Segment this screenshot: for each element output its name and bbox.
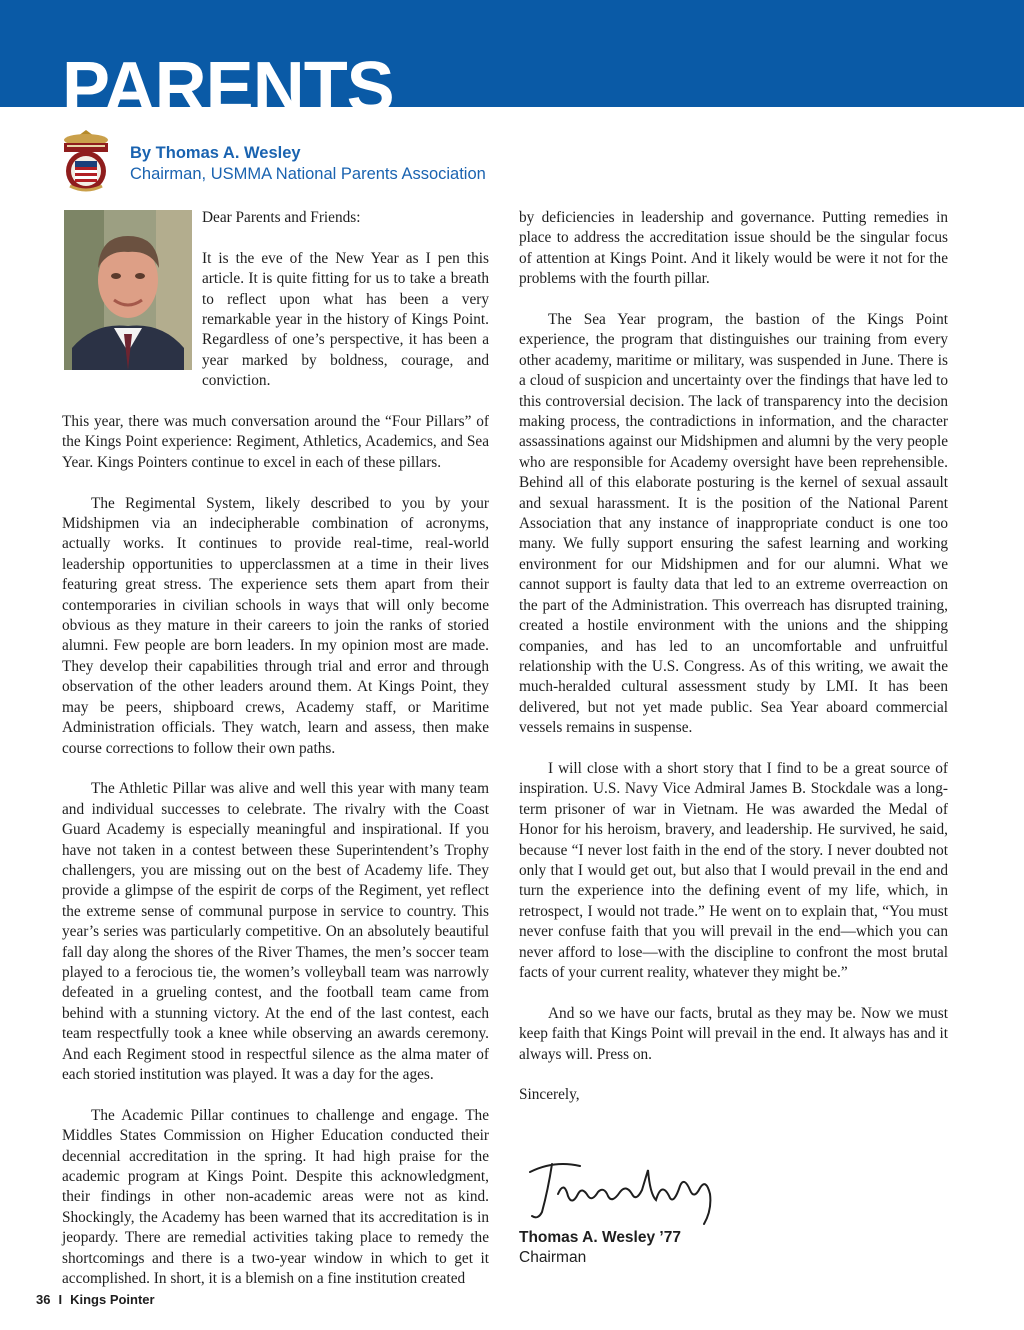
- letter-greeting: Dear Parents and Friends:: [202, 209, 361, 226]
- paragraph: The Regimental System, likely described to you by your Midshipmen via an indecipherable combination of acronyms, actually works. It continues to provide real-time, real-world leadership opportunities to upperclassmen at a time in their lives featuring great stress. The experience sets them apart from their contemporaries in civilian schools in ways that will only become obvious as they mature in their careers to join the ranks of storied alumni. Few people are born leaders. In my opinion most are made. They develop their capabilities through trial and error and through observation of the other leaders around them. At Kings Point, they may be peers, shipboard crews, Academy staff, or Maritime Administration officials. They watch, learn and assess, then make course corrections to follow their own paths.: [62, 494, 489, 757]
- paragraph: The Athletic Pillar was alive and well this year with many team and individual successes to celebrate. The rivalry with the Coast Guard Academy is especially meaningful and inspirational. If you have not taken in a contest between these Superintendent’s Trophy challengers, you are missing out on the best of Academy life. They provide a glimpse of the espirit de corps of the Regiment, yet reflect the extreme sense of communal purpose in service to country. This year’s series was particularly competitive. On an absolutely beautiful fall day along the shores of the River Thames, the men’s soccer team played to a ferocious tie, the women’s volleyball team was narrowly defeated in a grueling contest, and the football team came from behind with a stunning victory. At the end of the last contest, each team respectfully took a knee while observing an awards ceremony. And each Regiment stood in respectful silence as the alma mater of each storied institution was played. It was a day for the ages.: [62, 780, 489, 1083]
- paragraph: I will close with a short story that I find to be a great source of inspiration. U.S. Navy Vice Admiral James B. Stockdale was a long-term prisoner of war in Vietnam. He was awarded the Medal of Honor for his heroism, bravery, and leadership. He survived, he said, because “I never lost faith in the end of the story. I never doubted not only that I would get out, but also that I would prevail in the end and turn the experience into the defining event of my life, which, in retrospect, I would not trade.” He went on to explain that, “You must never confuse faith that you will prevail in the end—which you can never afford to lose—with the discipline to confront the most brutal facts of your current reality, whatever they might be.”: [519, 759, 948, 981]
- byline-role: Chairman, USMMA National Parents Association: [130, 165, 486, 183]
- paragraph: It is the eve of the New Year as I pen this article. It is quite fitting for us to take a breath to reflect upon what has been a very remarkable year in the history of Kings Point. Regardless of one’s perspective, it has been a year marked by boldness, courage, and conviction.: [202, 249, 489, 390]
- footer-separator: I: [58, 1292, 63, 1307]
- photo-gutter: [62, 208, 202, 391]
- letter-closing: Sincerely,: [519, 1086, 580, 1104]
- article-left-column: [62, 208, 489, 1310]
- usmma-seal-icon: [56, 128, 116, 194]
- paragraph: This year, there was much conversation around the “Four Pillars” of the Kings Point experience: Regiment, Athletics, Academics, and Sea Year. Kings Pointers continue to excel in each of these pillars.: [62, 413, 489, 471]
- handwritten-signature: [524, 1150, 724, 1230]
- page-number: 36: [36, 1292, 51, 1307]
- signature-name: Thomas A. Wesley ’77: [519, 1229, 681, 1246]
- section-title: PARENTS: [62, 48, 394, 128]
- publication-name: Kings Pointer: [70, 1292, 155, 1307]
- paragraph: The Sea Year program, the bastion of the Kings Point experience, the program that distinguishes our training from every other academy, maritime or military, was suspended in June. There is a cloud of suspicion and uncertainty over the findings that have led to this controversial decision. The lack of transparency into the decision making process, the contradictions in information, and the character assassinations against our Midshipmen and alumni by the very people who are responsible for Academy oversight have been reprehensible. Behind all of this elaborate posturing is the kernel of sexual assault and sexual harassment. It is the position of the National Parent Association that any instance of inappropriate conduct is one too many. We fully support ensuring the safest learning and working environment for our Midshipmen and for our alumni. What we cannot support is faulty data that led to an extreme overreaction on the part of the Administration. This overreach has disrupted training, created a hostile environment with the unions and the shipping companies, and has led to an uncomfortable and unfruitful relationship with the U.S. Congress. As of this writing, we await the much-heralded cultural assessment study by LMI. It has been delivered, but not yet made public. Sea Year aboard commercial vessels remains in suspense.: [519, 311, 948, 737]
- paragraph: by deficiencies in leadership and governance. Putting remedies in place to address the accreditation issue should be the singular focus of attention at Kings Point. And it likely would be were it not for the problems with the fourth pillar.: [519, 209, 948, 288]
- paragraph: The Academic Pillar continues to challenge and engage. The Middles States Commission on Higher Education conducted their decennial accreditation in the spring. It had high praise for the academic program at Kings Point. Despite this acknowledgment, their findings in other non-academic areas were not as kind. Shockingly, the Academy has been warned that its accreditation is in jeopardy. There are remedial activities taking place to remedy the shortcomings and there is a two-year window in which to get it accomplished. In short, it is a blemish on a fine institution created: [62, 1106, 489, 1288]
- article-right-column: [519, 208, 948, 1126]
- signature-title: Chairman: [519, 1249, 587, 1266]
- page-footer: [36, 1292, 155, 1308]
- byline-author: By Thomas A. Wesley: [130, 144, 301, 162]
- paragraph: And so we have our facts, brutal as they may be. Now we must keep faith that Kings Point will prevail in the end. It always has and it always will. Press on.: [519, 1004, 948, 1063]
